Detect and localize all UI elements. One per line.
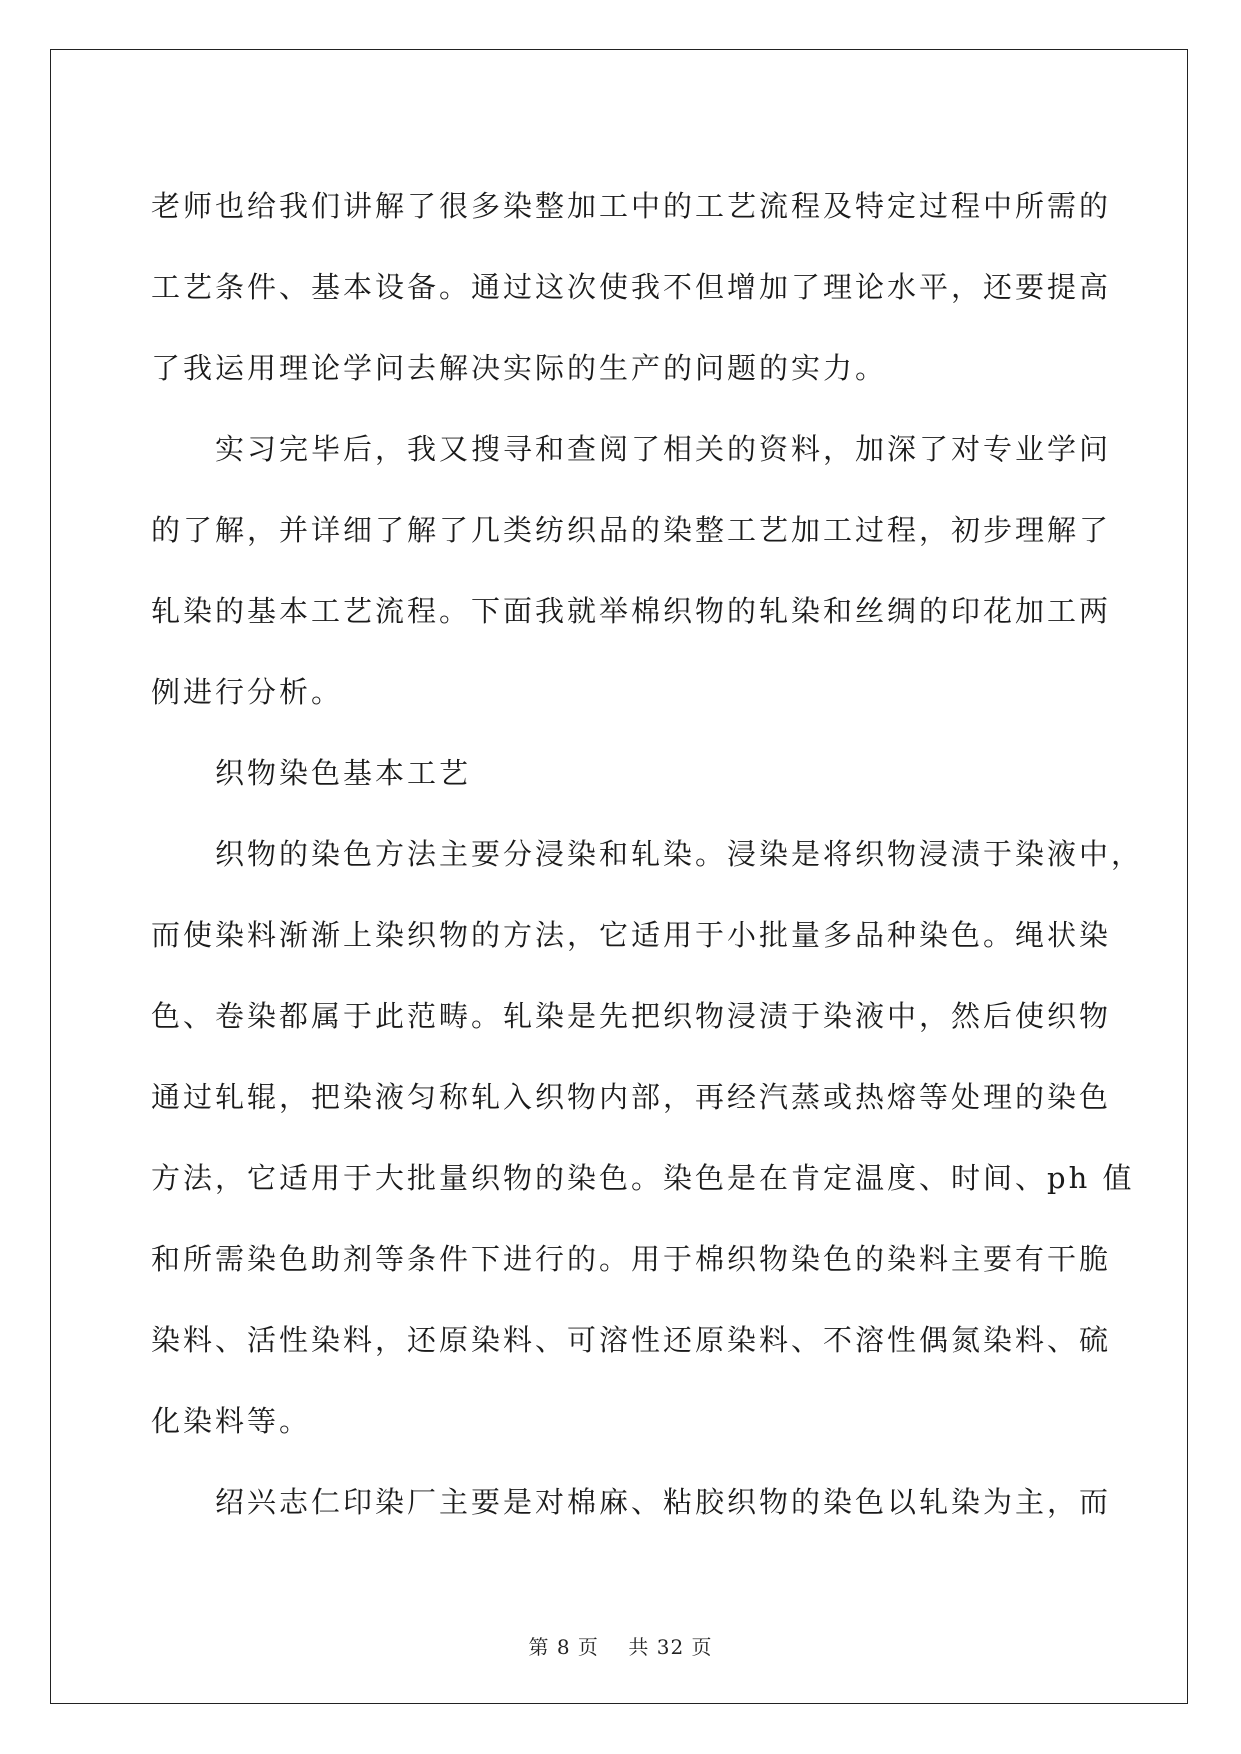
page-number: 第 8 页 xyxy=(528,1635,599,1659)
text-line: 方法，它适用于大批量织物的染色。染色是在肯定温度、时间、ph 值 xyxy=(151,1161,1135,1195)
paragraph-start-line: 绍兴志仁印染厂主要是对棉麻、粘胶织物的染色以轧染为主，而 xyxy=(215,1485,1112,1519)
text-line: 和所需染色助剂等条件下进行的。用于棉织物染色的染料主要有干脆 xyxy=(151,1242,1112,1276)
document-body xyxy=(151,166,1144,1543)
paragraph-start-line: 实习完毕后，我又搜寻和查阅了相关的资料，加深了对专业学问 xyxy=(215,432,1112,466)
section-heading: 织物染色基本工艺 xyxy=(215,756,472,790)
paragraph-start-line: 织物的染色方法主要分浸染和轧染。浸染是将织物浸渍于染液中， xyxy=(215,837,1144,871)
text-line: 轧染的基本工艺流程。下面我就举棉织物的轧染和丝绸的印花加工两 xyxy=(151,594,1112,628)
text-line: 老师也给我们讲解了很多染整加工中的工艺流程及特定过程中所需的 xyxy=(151,189,1112,223)
text-line: 例进行分析。 xyxy=(151,675,344,709)
text-line: 染料、活性染料，还原染料、可溶性还原染料、不溶性偶氮染料、硫 xyxy=(151,1323,1112,1357)
text-line: 化染料等。 xyxy=(151,1404,312,1438)
text-line: 通过轧辊，把染液匀称轧入织物内部，再经汽蒸或热熔等处理的染色 xyxy=(151,1080,1112,1114)
page-footer xyxy=(0,1631,1241,1660)
page-total: 共 32 页 xyxy=(628,1635,713,1659)
text-line: 而使染料渐渐上染织物的方法，它适用于小批量多品种染色。绳状染 xyxy=(151,918,1112,952)
text-line: 了我运用理论学问去解决实际的生产的问题的实力。 xyxy=(151,351,888,385)
text-line: 色、卷染都属于此范畴。轧染是先把织物浸渍于染液中，然后使织物 xyxy=(151,999,1112,1033)
text-line: 工艺条件、基本设备。通过这次使我不但增加了理论水平，还要提高 xyxy=(151,270,1112,304)
text-line: 的了解，并详细了解了几类纺织品的染整工艺加工过程，初步理解了 xyxy=(151,513,1112,547)
